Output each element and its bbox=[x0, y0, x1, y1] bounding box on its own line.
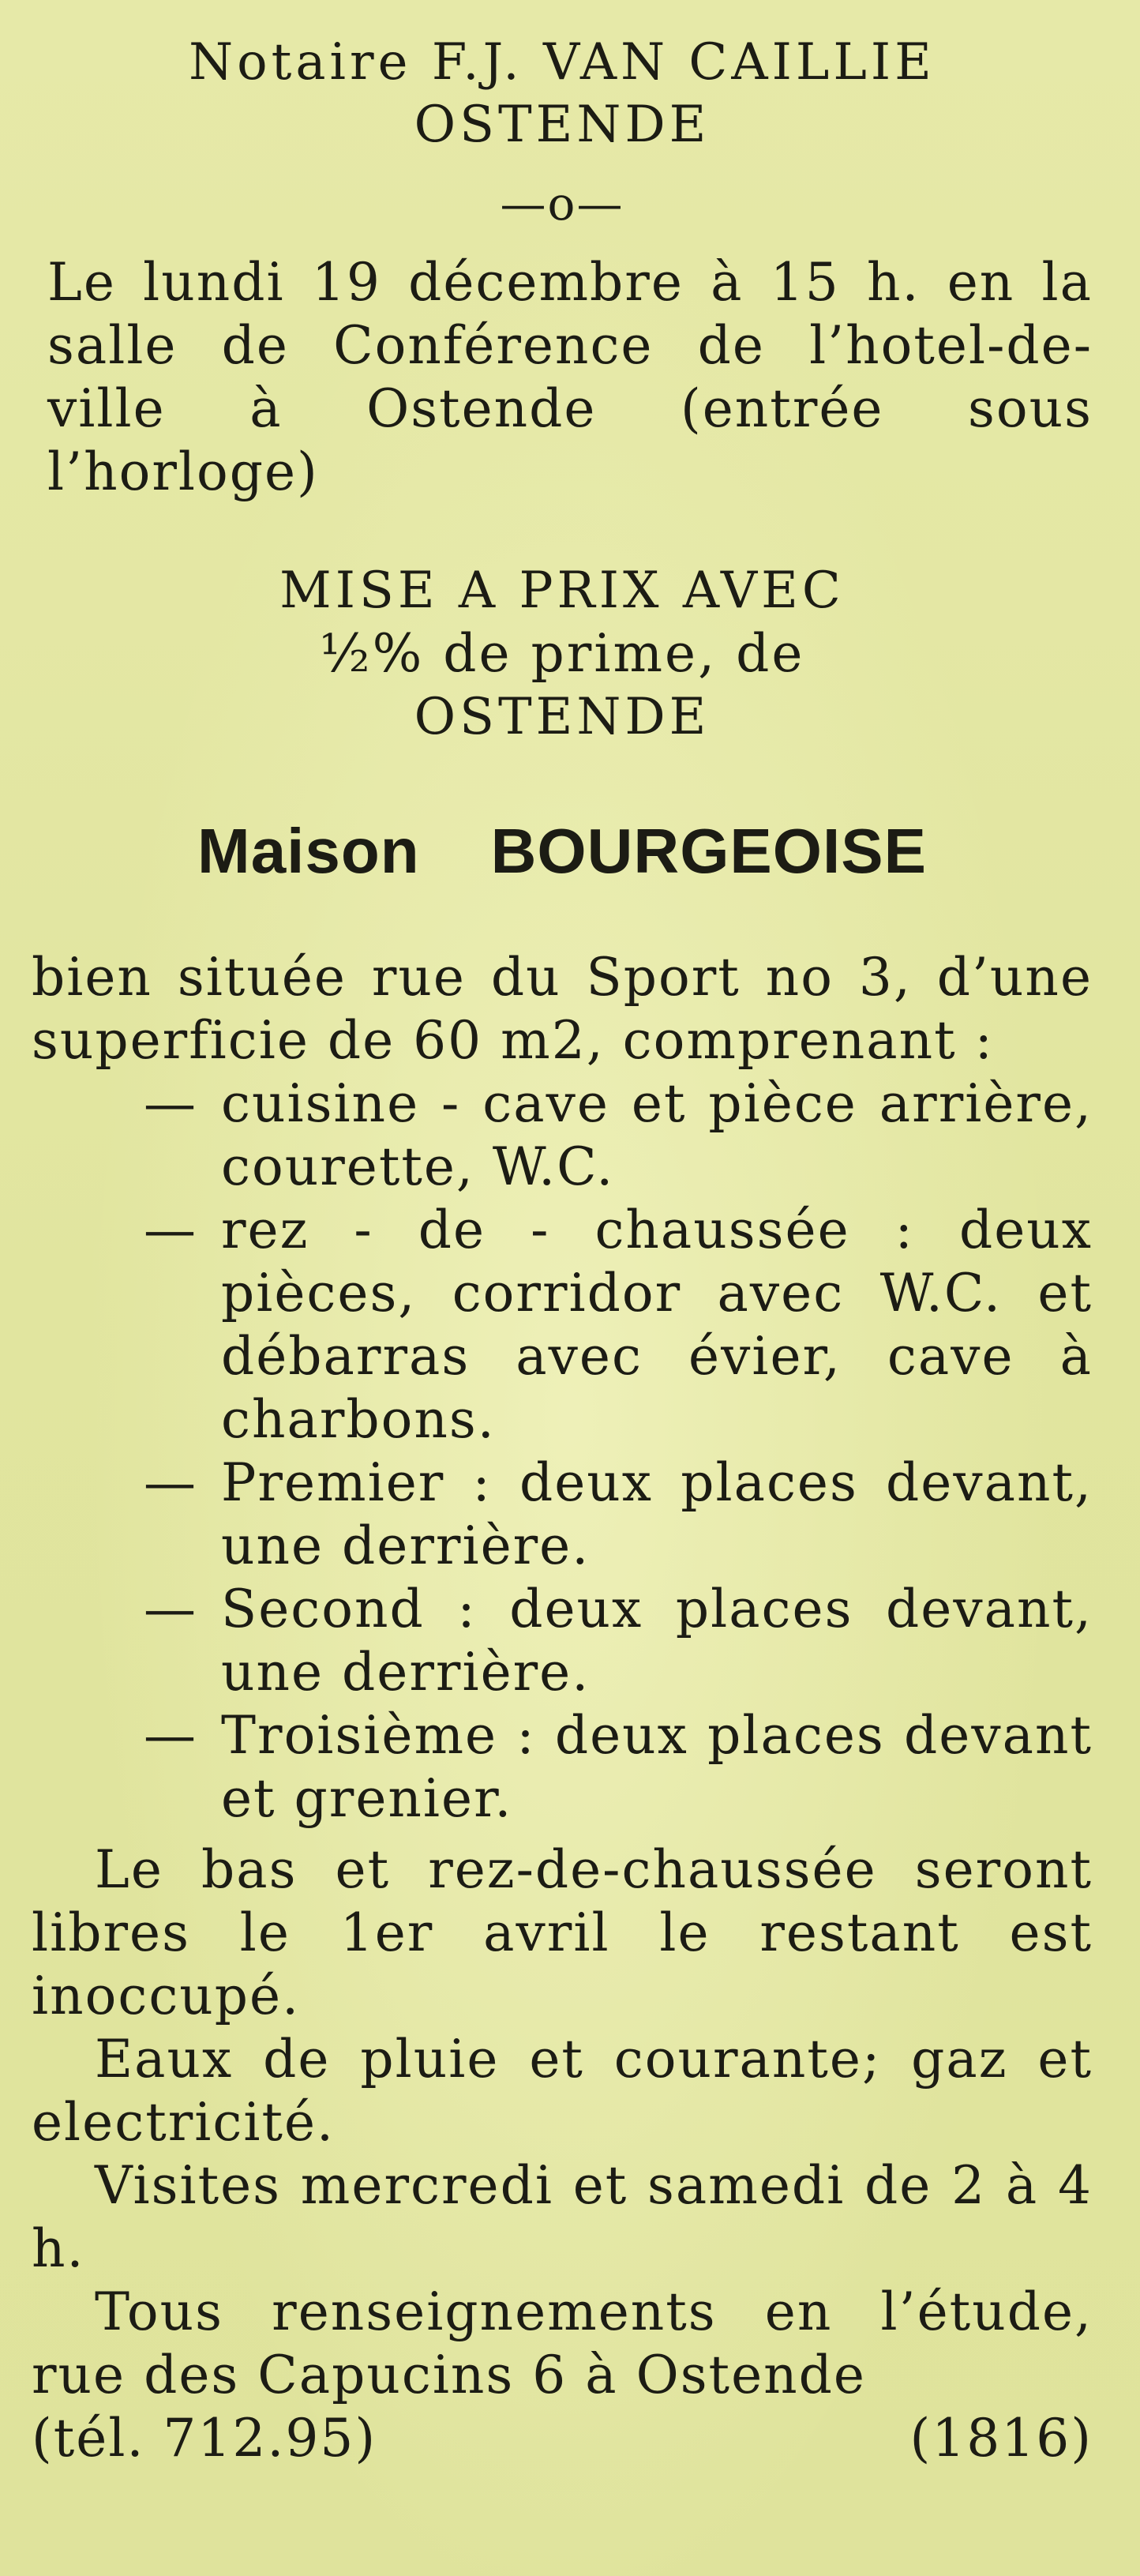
room-list bbox=[32, 1072, 1093, 1831]
separator: —o— bbox=[500, 177, 624, 231]
phone-number: (tél. 712.95) bbox=[32, 2408, 377, 2469]
room-item bbox=[32, 1451, 1093, 1578]
sale-type: MISE A PRIX AVEC bbox=[279, 561, 845, 620]
reference-number: (1816) bbox=[909, 2408, 1093, 2469]
list-dash: — bbox=[144, 1579, 197, 1639]
info-text: Tous renseignements en l’étude, rue des Capucins 6 à Ostende bbox=[32, 2281, 1093, 2405]
room-item-text: Premier : deux places devant, une derrière. bbox=[221, 1452, 1093, 1576]
room-item bbox=[32, 1199, 1093, 1451]
room-item-text: Troisième : deux places devant et grenier. bbox=[221, 1705, 1093, 1829]
property-title-word1: Maison bbox=[197, 816, 420, 886]
list-dash: — bbox=[144, 1073, 197, 1134]
visits-text: Visites mercredi et samedi de 2 à 4 h. bbox=[32, 2155, 1093, 2279]
property-title bbox=[32, 812, 1093, 891]
property-description: bien située rue du Sport no 3, d’une superficie de 60 m2, comprenant : bbox=[32, 947, 1093, 1071]
utilities-text: Eaux de pluie et courante; gaz et electricité. bbox=[32, 2029, 1093, 2153]
sale-premium: ½% de prime, de bbox=[319, 623, 805, 684]
sale-date-location: Le lundi 19 décembre à 15 h. en la salle de Conférence de l’hotel-de-ville à Ostende (entrée sous l’horloge) bbox=[47, 252, 1093, 502]
room-item bbox=[32, 1578, 1093, 1704]
room-item bbox=[32, 1704, 1093, 1831]
contact-line bbox=[32, 2407, 1093, 2470]
list-dash: — bbox=[144, 1200, 197, 1260]
notary-name: Notaire F.J. VAN CAILLIE bbox=[189, 33, 936, 92]
property-title-word2: BOURGEOISE bbox=[490, 816, 927, 886]
availability-text: Le bas et rez-de-chaussée seront libres le 1er avril le restant est inoccupé. bbox=[32, 1839, 1093, 2026]
sale-city: OSTENDE bbox=[414, 688, 711, 746]
room-item-text: rez - de - chaussée : deux pièces, corridor avec W.C. et débarras avec évier, cave à charbons. bbox=[221, 1200, 1093, 1450]
list-dash: — bbox=[144, 1705, 197, 1766]
room-item-text: cuisine - cave et pièce arrière, courette, W.C. bbox=[221, 1073, 1093, 1197]
list-dash: — bbox=[144, 1452, 197, 1513]
notary-city: OSTENDE bbox=[414, 96, 711, 154]
room-item bbox=[32, 1072, 1093, 1199]
room-item-text: Second : deux places devant, une derrière. bbox=[221, 1579, 1093, 1703]
